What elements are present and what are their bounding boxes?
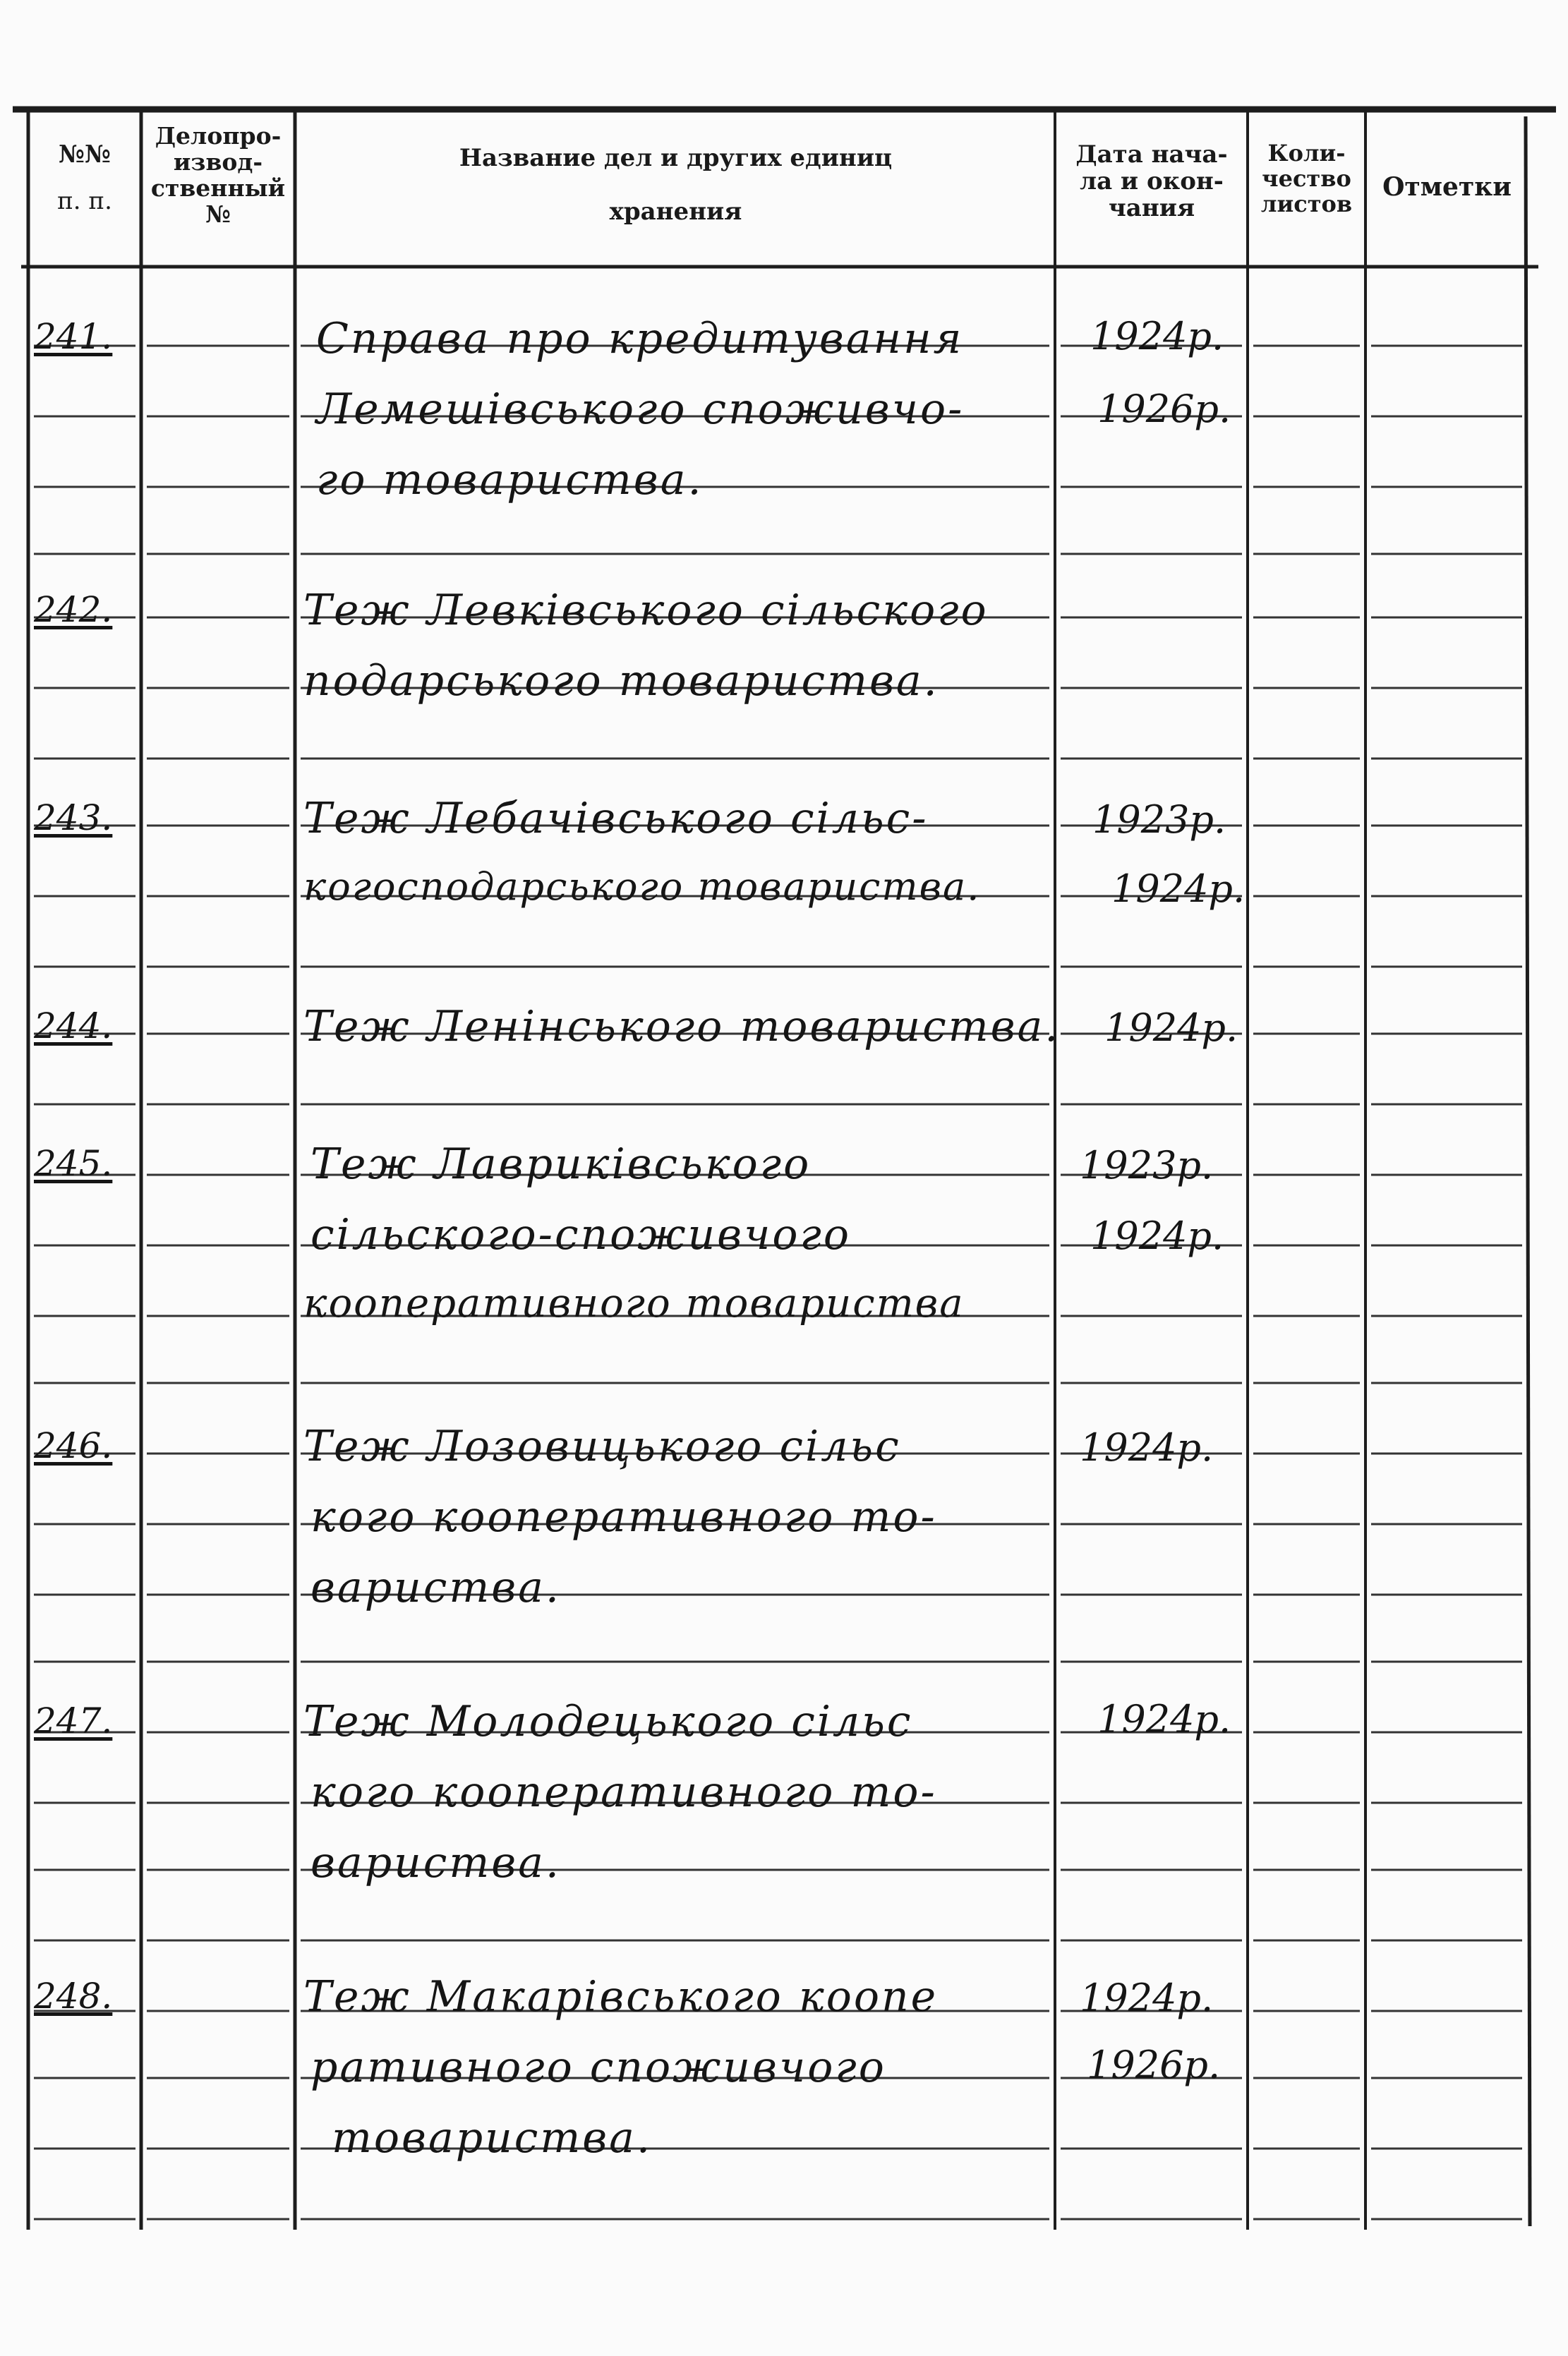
entry-description-line: товариства. (332, 2113, 653, 2163)
entry-description-line: го товариства. (316, 455, 704, 505)
entry-description-line: ративного споживчого (310, 2043, 886, 2092)
header-office-line2: извод- (173, 147, 263, 176)
header-date-line1: Дата нача- (1075, 140, 1228, 169)
header-number-label: №№ (59, 140, 111, 169)
entry-description-line: кооперативного товариства (303, 1281, 965, 1327)
header-office-line3: ственный (150, 174, 286, 202)
header-count-line1: Коли- (1267, 140, 1346, 167)
entry-number: 244. (34, 1005, 113, 1046)
header-pp-label: п. п. (57, 187, 112, 216)
header-office-number-col (143, 123, 293, 228)
entry-end-date: 1926р. (1097, 387, 1231, 431)
entry-description-line: Справа про кредитування (316, 314, 964, 363)
entry-end-date: 1926р. (1087, 2043, 1221, 2087)
entry-start-date: 1924р. (1080, 1976, 1214, 2020)
header-notes-label: Отметки (1382, 172, 1512, 202)
entry-description-line: вариства. (310, 1563, 562, 1612)
entry-description-line: Теж Макарівського коопе (303, 1972, 939, 2022)
entry-number: 246. (34, 1425, 113, 1466)
entry-number: 247. (34, 1700, 113, 1741)
entry-start-date: 1923р. (1080, 1143, 1214, 1188)
entry-description-line: Теж Левківського сільского (303, 586, 989, 635)
header-count-col (1249, 141, 1364, 217)
header-notes-col (1368, 173, 1526, 201)
entry-start-date: 1924р. (1090, 314, 1224, 358)
header-office-line1: Делопро- (155, 122, 282, 150)
header-date-line2: ла и окон- (1080, 167, 1224, 196)
entry-number: 245. (34, 1143, 113, 1184)
entry-description-line: Теж Лозовицького сільс (303, 1422, 901, 1471)
entry-description-line: Теж Ленінського товариства. (303, 1002, 1061, 1051)
entry-start-date: 1924р. (1097, 1697, 1231, 1741)
entry-description-line: Теж Лавриківського (310, 1140, 812, 1189)
entry-description-line: когосподарського товариства. (303, 864, 981, 909)
header-date-col (1057, 141, 1246, 222)
entry-end-date: 1924р. (1111, 866, 1246, 911)
entry-description-line: кого кооперативного то- (310, 1768, 937, 1817)
entry-start-date: 1924р. (1080, 1425, 1214, 1470)
entry-start-date: 1924р. (1104, 1005, 1238, 1050)
header-title-line1: Название дел и других единиц (459, 144, 893, 172)
header-number-col (32, 141, 138, 215)
header-count-line2: чество (1262, 164, 1351, 192)
entry-description-line: Лемешівського споживчо- (316, 385, 965, 434)
entry-description-line: кого кооперативного то- (310, 1492, 937, 1542)
entry-description-line: подарського товариства. (303, 656, 939, 706)
header-count-line3: листов (1260, 190, 1353, 217)
entry-description-line: вариства. (310, 1838, 562, 1887)
entry-description-line: Теж Лебачівського сільс- (303, 794, 929, 843)
entry-description-line: Теж Молодецького сільс (303, 1697, 913, 1746)
entry-number: 243. (34, 797, 113, 838)
header-title-line2: хранения (609, 198, 742, 226)
header-title-col (296, 145, 1055, 225)
entry-description-line: сільского-споживчого (310, 1210, 851, 1259)
entry-number: 242. (34, 589, 113, 630)
entry-number: 248. (34, 1976, 113, 2017)
entry-number: 241. (34, 316, 113, 357)
entry-end-date: 1924р. (1090, 1214, 1224, 1258)
header-date-line3: чания (1108, 194, 1195, 223)
header-office-line4: № (205, 200, 231, 228)
entry-start-date: 1923р. (1092, 797, 1226, 842)
